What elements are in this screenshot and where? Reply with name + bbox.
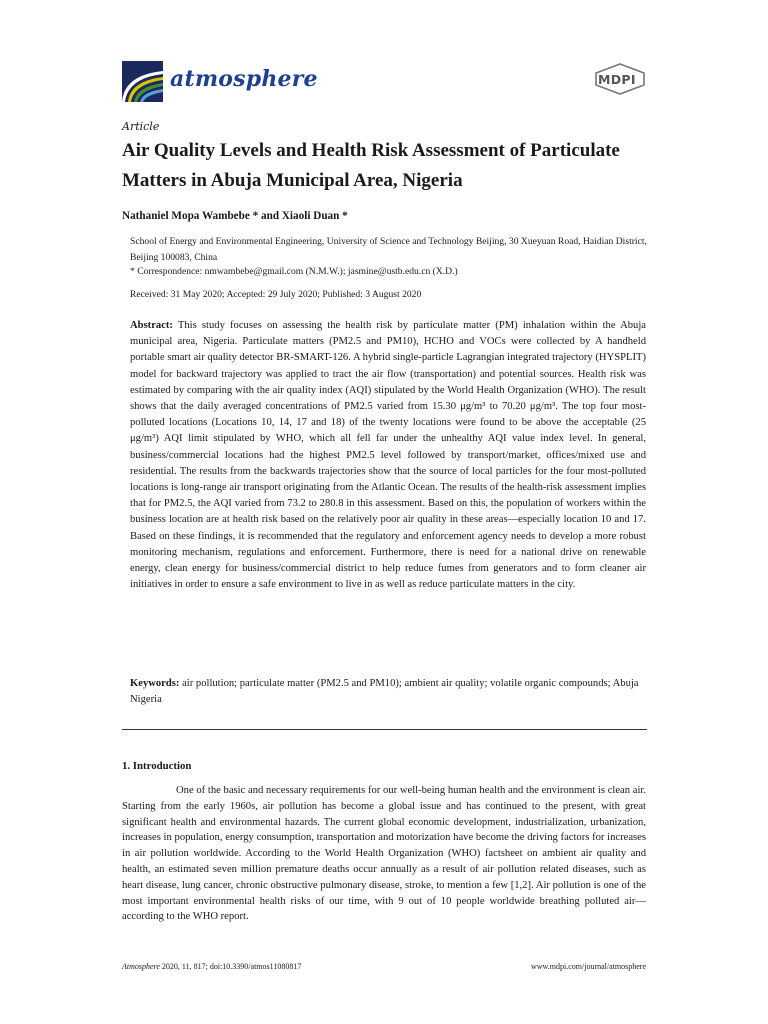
- footer-citation: [122, 962, 301, 971]
- author-list: Nathaniel Mopa Wambebe * and Xiaoli Duan *: [122, 210, 348, 222]
- correspondence: * Correspondence: nmwambebe@gmail.com (N.M.W.); jasmine@ustb.edu.cn (X.D.): [130, 266, 458, 277]
- article-type: Article: [122, 120, 160, 133]
- affiliation: School of Energy and Environmental Engineering, University of Science and Technology Beijing, 30 Xueyuan Road, Haidian District, Beijing 100083, China: [130, 236, 647, 263]
- footer-url[interactable]: www.mdpi.com/journal/atmosphere: [530, 962, 646, 971]
- section-heading: 1. Introduction: [122, 760, 192, 772]
- keywords-text: air pollution; particulate matter (PM2.5 and PM10); ambient air quality; volatile organic compounds; Abuja Nigeria: [130, 678, 642, 706]
- footer-journal: Atmosphere: [122, 962, 160, 971]
- keywords-label: Keywords:: [130, 678, 180, 689]
- abstract-text: This study focuses on assessing the health risk by particulate matter (PM) inhalation within the Abuja municipal area, Nigeria. Particulate matters (PM2.5 and PM10), HCHO and VOCs were collected by A handheld portable smart air quality detector BR-SMART-126. A hybrid single-particle Lagrangian integrated trajectory (HYSPLIT) model for backward trajectory was applied to tract the air flow (transportation) and potential sources. Health risk was estimated by comparing with the air quality index (AQI) stipulated by the World Health Organization (WHO). The result shows that the daily averaged concentrations of PM2.5 varied from 15.30 μg/m³ to 70.20 μg/m³. The top four most-polluted locations (Locations 10, 14, 17 and 18) of the twenty locations were found to be above the acceptable (25 μg/m³) AQI limit stipulated by WHO, which all fell far under the unhealthy AQI value index level. In general, business/commercial locations had the highest PM2.5 level followed by transport/market, offices/mixed use and residential. The results from the backwards trajectories show that the source of local particles for the four most-polluted locations is long-range air transport originating from the Atlantic Ocean. The results of the health-risk assessment implies that for PM2.5, the AQI varied from 73.2 to 280.8 in this assessment. Based on this, the population of workers within the business location are at health risk based on the relatively poor air quality in these areas—especially location 10 and 17. Based on these findings, it is recommended that the regulatory and enforcement agency needs to develop a more robust monitoring mechanism, regulations and enforcement. Furthermore, there is need for a national drive on renewable energy, clean energy for business/commercial district to help reduce fumes from generators and to form cleaner air initiatives in order to ensure a safe environment to live in as well as reduce particulate matters in the city.: [130, 320, 649, 591]
- keywords: [130, 676, 646, 708]
- publisher-name: MDPI: [598, 72, 636, 87]
- article-title: Air Quality Levels and Health Risk Assessment of Particulate Matters in Abuja Municipal Area, Nigeria: [122, 140, 620, 191]
- section-divider: [122, 729, 647, 730]
- journal-name: atmosphere: [170, 66, 318, 92]
- atmosphere-logo-icon: [122, 61, 163, 102]
- abstract-label: Abstract:: [130, 320, 173, 331]
- introduction-paragraph: One of the basic and necessary requirements for our well-being human health and the environment is clean air. Starting from the early 1960s, air pollution has become a global issue and has continued to the present, with great significant health and environmental hazards. The current global economic development, industrialization, urbanization, increases in population, energy consumption, transportation and motorization have become the driving factors for increases in air pollution worldwide. According to the World Health Organization (WHO) factsheet on ambient air quality and health, an estimated seven million premature deaths occur annually as a result of air pollution related diseases, such as heart disease, lung cancer, chronic obstructive pulmonary disease, stroke, to mention a few [1,2]. Air pollution is one of the most important environmental health risks of our time, with 9 out of 10 people worldwide breathing polluted air—according to the WHO report.: [122, 785, 646, 923]
- abstract: [130, 318, 649, 593]
- footer-citation-text: 2020, 11, 817; doi:10.3390/atmos11080817: [159, 962, 302, 971]
- publication-dates: Received: 31 May 2020; Accepted: 29 July 2020; Published: 3 August 2020: [130, 289, 422, 300]
